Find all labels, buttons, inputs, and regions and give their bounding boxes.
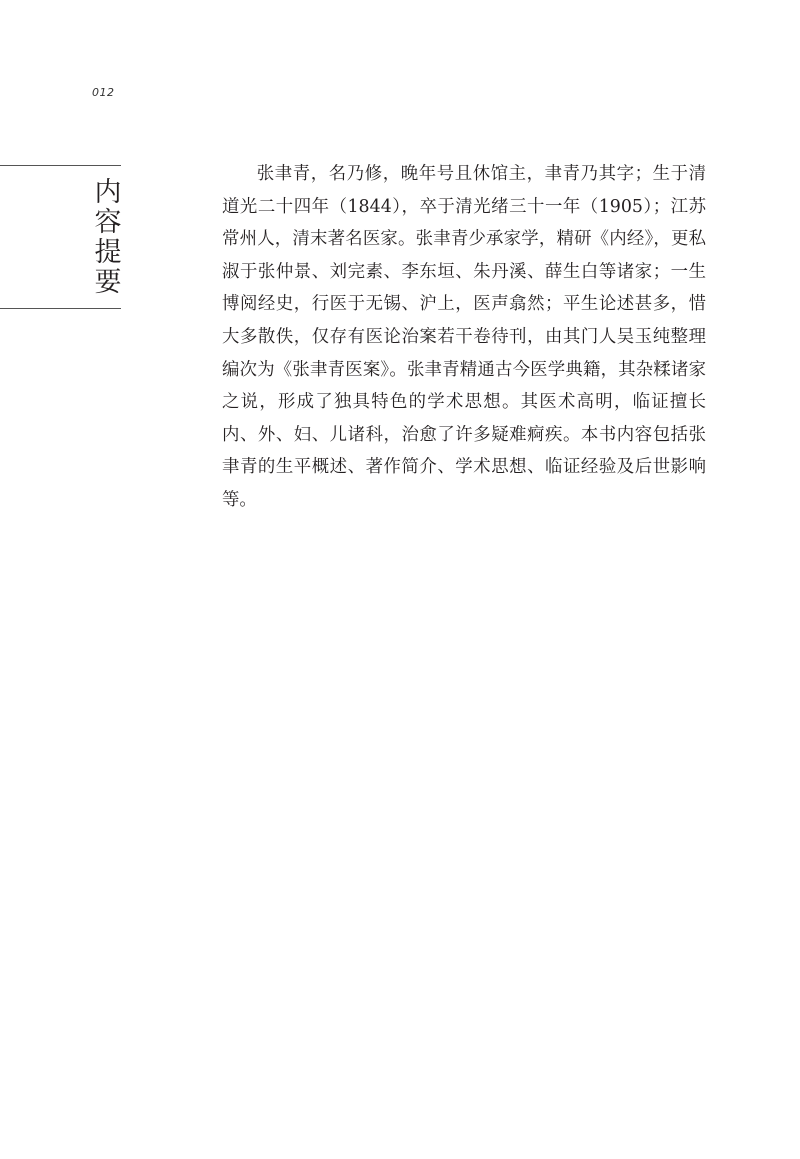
section-title-char: 容 <box>94 207 122 238</box>
section-title-char: 提 <box>94 237 122 268</box>
page-number: 012 <box>92 86 115 99</box>
section-title-char: 内 <box>94 177 122 208</box>
section-title-char: 要 <box>94 267 122 298</box>
section-title <box>91 178 125 298</box>
section-title-top-rule <box>0 165 121 166</box>
summary-paragraph: 张聿青，名乃修，晚年号且休馆主，聿青乃其字；生于清道光二十四年（1844），卒于清光绪三十一年（1905）；江苏常州人，清末著名医家。张聿青少承家学，精研《内经》，更私淑于张仲景、刘完素、李东垣、朱丹溪、薛生白等诸家；一生博阅经史，行医于无锡、沪上，医声翕然；平生论述甚多，惜大多散佚，仅存有医论治案若干卷待刊，由其门人吴玉纯整理编次为《张聿青医案》。张聿青精通古今医学典籍，其杂糅诸家之说，形成了独具特色的学术思想。其医术高明，临证擅长内、外、妇、儿诸科，治愈了许多疑难痾疾。本书内容包括张聿青的生平概述、著作简介、学术思想、临证经验及后世影响等。 <box>222 164 706 510</box>
section-title-bottom-rule <box>0 308 121 309</box>
